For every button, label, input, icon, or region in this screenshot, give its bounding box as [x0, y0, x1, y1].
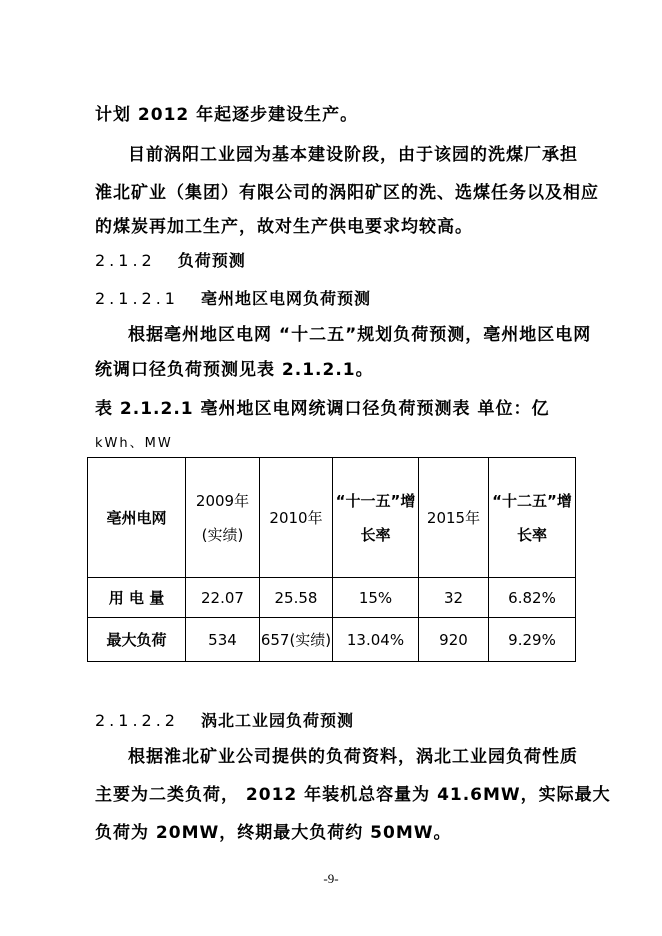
paragraph-bozhou-line-1: 根据亳州地区电网 “十二五”规划负荷预测，亳州地区电网 [128, 325, 592, 345]
table-header-row [88, 458, 576, 578]
table-cell: 13.04% [333, 618, 419, 662]
paragraph-woyang-line-3: 的煤炭再加工生产，故对生产供电要求均较高。 [95, 217, 473, 237]
paragraph-wobei-line-2: 主要为二类负荷， 2012 年装机总容量为 41.6MW，实际最大 [95, 785, 611, 805]
paragraph-plan: 计划 2012 年起逐步建设生产。 [95, 105, 359, 125]
page-number: -9- [323, 871, 339, 886]
paragraph-woyang-line-2: 淮北矿业（集团）有限公司的涡阳矿区的洗、选煤任务以及相应 [95, 183, 599, 203]
section-title: 亳州地区电网负荷预测 [200, 289, 371, 308]
load-forecast-table [87, 457, 576, 662]
table-cell: 32 [419, 578, 489, 618]
section-number: 2.1.2.1 [95, 289, 179, 308]
paragraph-wobei-line-1: 根据淮北矿业公司提供的负荷资料，涡北工业园负荷性质 [128, 747, 578, 767]
table-cell: 25.58 [260, 578, 333, 618]
table-cell: 6.82% [489, 578, 576, 618]
table-cell: 920 [419, 618, 489, 662]
header-cell: “十一五”增 长率 [333, 458, 419, 578]
table-cell: 15% [333, 578, 419, 618]
header-cell: 亳州电网 [88, 458, 186, 578]
section-number: 2.1.2.2 [95, 711, 179, 730]
header-cell: 2009年 (实绩) [186, 458, 260, 578]
section-heading-2-1-2 [95, 248, 246, 271]
section-title: 负荷预测 [177, 251, 246, 270]
table-units: kWh、MW [95, 436, 173, 451]
header-cell: “十二五”增 长率 [489, 458, 576, 578]
header-cell: 2010年 [260, 458, 333, 578]
table-row [88, 618, 576, 662]
section-number: 2.1.2 [95, 251, 156, 270]
table-cell: 534 [186, 618, 260, 662]
section-heading-2-1-2-1 [95, 286, 371, 309]
header-cell: 2015年 [419, 458, 489, 578]
paragraph-woyang-line-1: 目前涡阳工业园为基本建设阶段，由于该园的洗煤厂承担 [128, 145, 578, 165]
section-title: 涡北工业园负荷预测 [200, 711, 354, 730]
table-cell: 最大负荷 [88, 618, 186, 662]
table-cell: 9.29% [489, 618, 576, 662]
table-cell: 用 电 量 [88, 578, 186, 618]
table-caption: 表 2.1.2.1 亳州地区电网统调口径负荷预测表 单位：亿 [95, 399, 550, 419]
table-row [88, 578, 576, 618]
table-cell: 657(实绩) [260, 618, 333, 662]
table-cell: 22.07 [186, 578, 260, 618]
paragraph-wobei-line-3: 负荷为 20MW，终期最大负荷约 50MW。 [95, 823, 452, 843]
paragraph-bozhou-line-2: 统调口径负荷预测见表 2.1.2.1。 [95, 360, 374, 380]
section-heading-2-1-2-2 [95, 708, 354, 731]
